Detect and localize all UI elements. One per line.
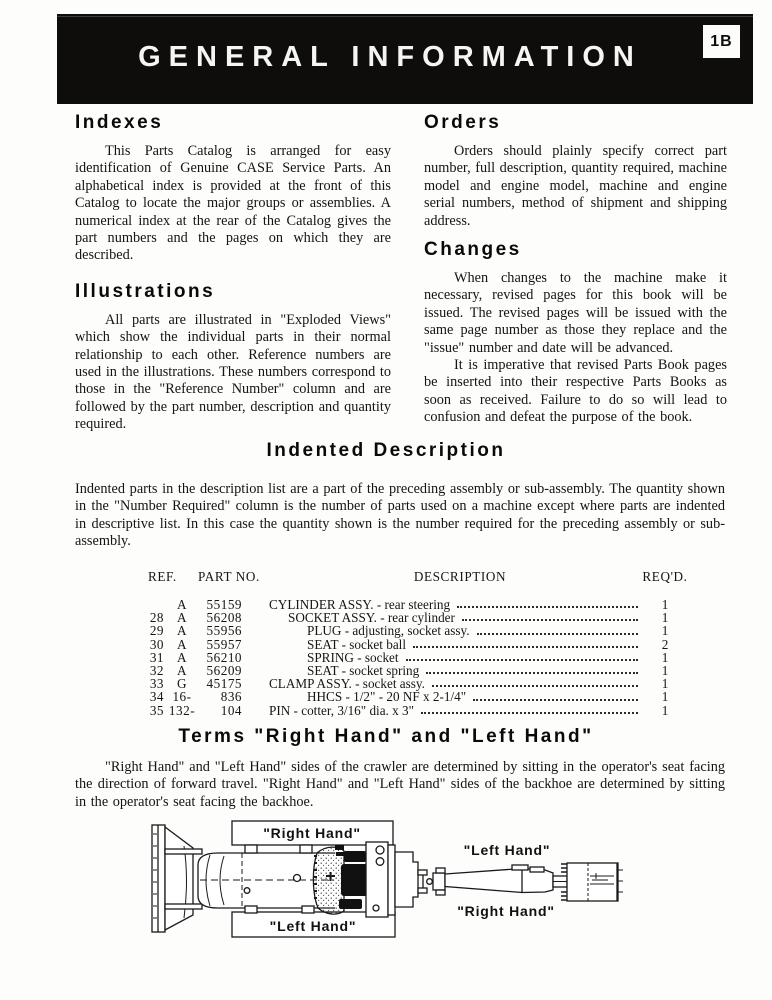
page-number-tab: 1B [703, 25, 740, 58]
dot-leader [462, 617, 638, 621]
table-row [138, 638, 688, 651]
description-cell [242, 690, 642, 703]
changes-heading: Changes [424, 239, 522, 261]
description-column-header: DESCRIPTION [413, 569, 507, 584]
part-prefix-cell: 132- [168, 702, 196, 718]
parts-table [138, 569, 688, 717]
illustrations-paragraph: All parts are illustrated in "Exploded Views" which show the individual parts in their normal relationship to each other. Reference numbers are used in the illustrations. These numbers correspond to those in the "Reference Number" column and are followed by the part number, description and quantity required. [75, 311, 391, 433]
reqd-column-header: REQ'D. [642, 569, 688, 584]
dot-leader [457, 604, 638, 608]
table-row [138, 624, 688, 637]
ref-number-cell: 35 [149, 702, 164, 718]
terms-heading: Terms "Right Hand" and "Left Hand" [178, 726, 594, 747]
description-cell [242, 638, 642, 651]
quantity-cell: 1 [661, 597, 669, 612]
table-row [138, 704, 688, 717]
backhoe-bucket [561, 863, 623, 901]
description-cell [242, 624, 642, 637]
orders-paragraph: Orders should plainly specify correct part number, full description, quantity required, machine model and engine model, machine and engine serial numbers, method of shipment and shipping address. [424, 143, 727, 229]
part-number-cell: 56210 [206, 649, 242, 665]
backhoe-right-hand-label: "Right Hand" [457, 903, 555, 919]
description-text: SPRING - socket [307, 649, 399, 665]
description-text: PIN - cotter, 3/16" dia. x 3" [269, 702, 415, 718]
ref-number-cell: 32 [149, 663, 164, 679]
quantity-cell: 1 [661, 610, 669, 626]
header-bar [57, 14, 753, 104]
backhoe-left-hand-label: "Left Hand" [463, 842, 551, 858]
ref-number-cell: 31 [149, 649, 164, 665]
two-column-body [75, 112, 727, 434]
left-column [75, 112, 391, 434]
part-number-cell: 55957 [206, 636, 242, 652]
quantity-cell: 1 [661, 676, 669, 692]
description-text: HHCS - 1/2" - 20 NF x 2-1/4" [307, 689, 467, 705]
part-prefix-cell: A [176, 610, 188, 626]
part-number-cell: 56209 [206, 663, 242, 679]
description-text: SOCKET ASSY. - rear cylinder [288, 610, 455, 626]
part-prefix-cell: G [176, 676, 188, 692]
quantity-cell: 1 [661, 663, 669, 679]
part-number-cell: 836 [220, 689, 242, 705]
dot-leader [413, 644, 638, 648]
description-text: SEAT - socket spring [307, 663, 420, 679]
part-number-cell: 56208 [206, 610, 242, 626]
dot-leader [432, 683, 638, 687]
page-title: GENERAL INFORMATION [138, 41, 642, 74]
ref-number-cell: 29 [149, 623, 164, 639]
backhoe-mount [395, 852, 445, 907]
crawler-left-hand-label: "Left Hand" [269, 918, 357, 934]
right-column [424, 112, 727, 434]
illustrations-heading: Illustrations [75, 280, 216, 302]
dozer-blade-illustration [152, 825, 193, 932]
description-text: PLUG - adjusting, socket assy. [307, 623, 470, 639]
ref-number-cell: 34 [149, 689, 164, 705]
dot-leader [426, 670, 638, 674]
parts-table-header [138, 569, 688, 585]
part-number-cell: 45175 [206, 676, 242, 692]
dot-leader [406, 657, 638, 661]
terms-paragraph: "Right Hand" and "Left Hand" sides of the crawler are determined by sitting in the operator's seat facing the direction of forward travel. "Right Hand" and "Left Hand" sides of the backhoe are determined by sitting in the operator's seat facing the backhoe. [75, 759, 725, 810]
ref-column-header: REF. [148, 569, 177, 584]
backhoe-boom [445, 865, 567, 893]
ref-number-cell: 33 [149, 676, 164, 692]
part-number-cell: 55159 [206, 597, 242, 612]
ref-number-cell: 30 [149, 636, 164, 652]
indexes-paragraph: This Parts Catalog is arranged for easy identification of Genuine CASE Service Parts. An alphabetical index is provided at the front of this Catalog to locate the major groups or assemblies. A numerical index at the rear of the Catalog gives the part numbers and the pages on which they are described. [75, 143, 391, 264]
ref-number-cell: 28 [149, 610, 164, 626]
dot-leader [477, 631, 638, 635]
part-prefix-cell: A [176, 649, 188, 665]
orders-heading: Orders [424, 112, 502, 133]
part-prefix-cell: A [176, 636, 188, 652]
dot-leader [473, 697, 638, 701]
indented-description-paragraph: Indented parts in the description list are a part of the preceding assembly or sub-assembly. The quantity shown in the "Number Required" column is the number of parts used on a machine except where parts are indented in descriptive list. In this case the quantity shown is the number required for the preceding assembly or sub-assembly. [75, 481, 725, 550]
changes-paragraph-1: When changes to the machine make it necessary, revised pages for this book will be issued. The revised pages will be issued with the same page number as those they replace and the "issue" number and date will be advanced. [424, 270, 727, 356]
crawler-backhoe-diagram [140, 812, 680, 967]
table-row [138, 690, 688, 703]
indexes-heading: Indexes [75, 112, 164, 133]
changes-paragraph-2: It is imperative that revised Parts Book pages be inserted into their respective Parts Books as soon as received. Failure to do so will lead to confusion and defeat the purpose of the book. [424, 357, 727, 426]
description-text: CYLINDER ASSY. - rear steering [269, 597, 451, 612]
quantity-cell: 1 [661, 623, 669, 639]
dot-leader [421, 710, 638, 714]
part-prefix-cell: 16- [172, 689, 192, 705]
quantity-cell: 2 [661, 636, 669, 652]
part-no-column-header: PART NO. [198, 569, 260, 584]
description-cell [242, 651, 642, 664]
description-text: SEAT - socket ball [307, 636, 407, 652]
parts-table-rows [138, 598, 688, 717]
indented-description-heading: Indented Description [266, 440, 506, 461]
description-text: CLAMP ASSY. - socket assy. [269, 676, 425, 692]
description-cell [242, 704, 642, 717]
quantity-cell: 1 [661, 689, 669, 705]
part-prefix-cell: A [176, 623, 188, 639]
part-prefix-cell: A [176, 663, 188, 679]
rear-frame [366, 842, 395, 917]
crawler-right-hand-label: "Right Hand" [263, 825, 361, 841]
part-number-cell: 55956 [206, 623, 242, 639]
quantity-cell: 1 [661, 702, 669, 718]
quantity-cell: 1 [661, 649, 669, 665]
part-number-cell: 104 [220, 702, 242, 718]
part-prefix-cell: A [176, 597, 188, 612]
